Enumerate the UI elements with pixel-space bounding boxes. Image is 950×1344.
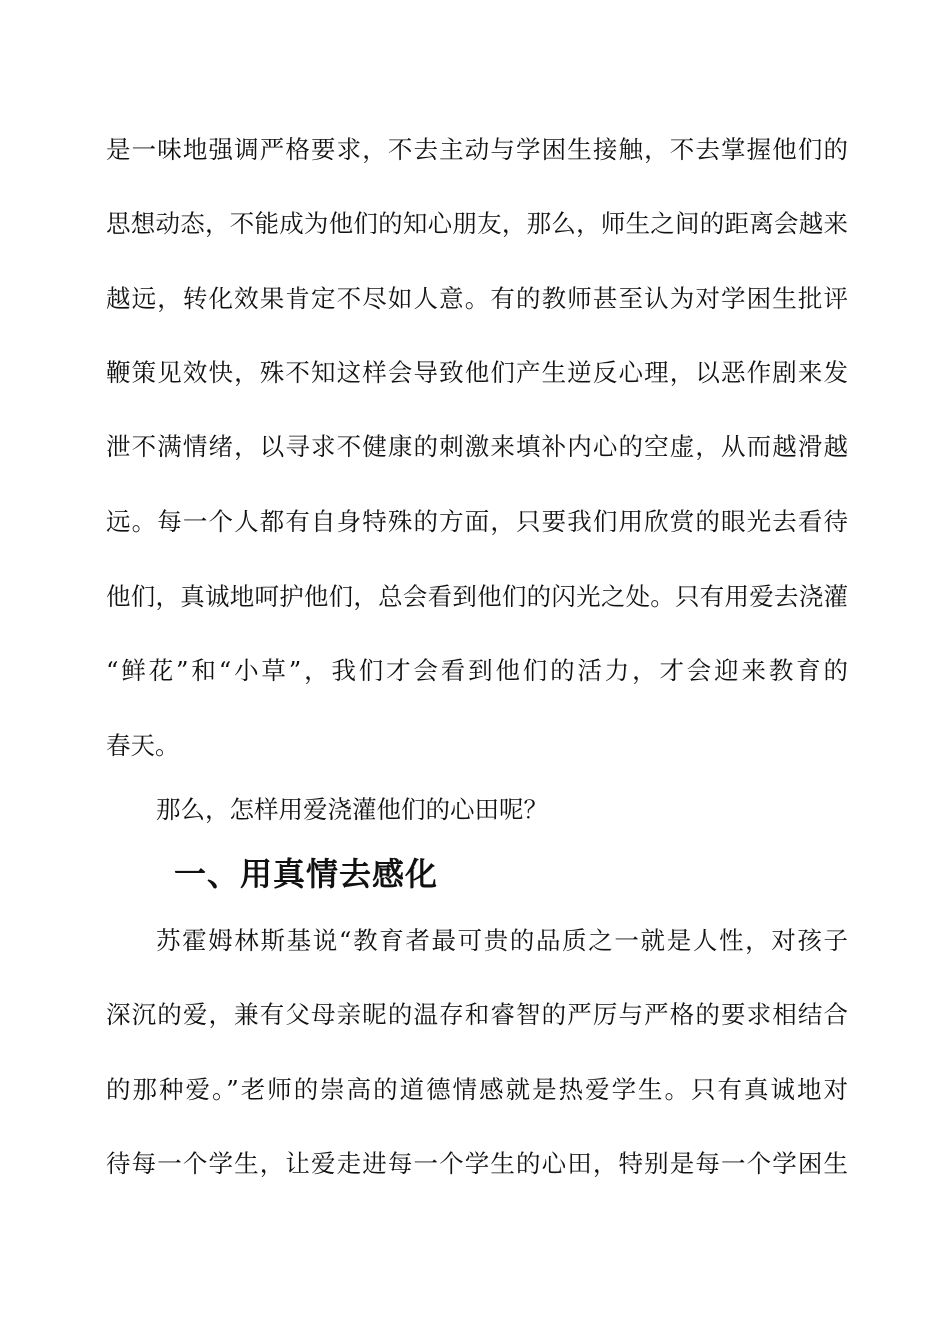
paragraph-line: 远。每一个人都有自身特殊的方面，只要我们用欣赏的眼光去看待 [106,507,848,536]
paragraph-line: 是一味地强调严格要求，不去主动与学困生接触，不去掌握他们的 [106,135,848,164]
paragraph-line: 那么，怎样用爱浇灌他们的心田呢？ [156,795,548,824]
paragraph-line: 春天。 [106,731,180,760]
paragraph-line: 越远，转化效果肯定不尽如人意。有的教师甚至认为对学困生批评 [106,284,848,313]
paragraph-line: 的那种爱。”老师的崇高的道德情感就是热爱学生。只有真诚地对 [106,1075,848,1104]
paragraph-line: 待每一个学生，让爱走进每一个学生的心田，特别是每一个学困生 [106,1149,848,1178]
paragraph-line: 泄不满情绪，以寻求不健康的刺激来填补内心的空虚，从而越滑越 [106,432,848,461]
paragraph-line: 鞭策见效快，殊不知这样会导致他们产生逆反心理，以恶作剧来发 [106,358,848,387]
paragraph-line: 思想动态，不能成为他们的知心朋友，那么，师生之间的距离会越来 [106,209,848,238]
paragraph-line: “鲜花”和“小草”，我们才会看到他们的活力，才会迎来教育的 [106,656,848,685]
paragraph-line: 苏霍姆林斯基说“教育者最可贵的品质之一就是人性，对孩子 [156,926,848,955]
paragraph-line: 深沉的爱，兼有父母亲昵的温存和睿智的严厉与严格的要求相结合 [106,1000,848,1029]
section-heading: 一、用真情去感化 [174,855,439,893]
paragraph-line: 他们，真诚地呵护他们，总会看到他们的闪光之处。只有用爱去浇灌 [106,582,848,611]
